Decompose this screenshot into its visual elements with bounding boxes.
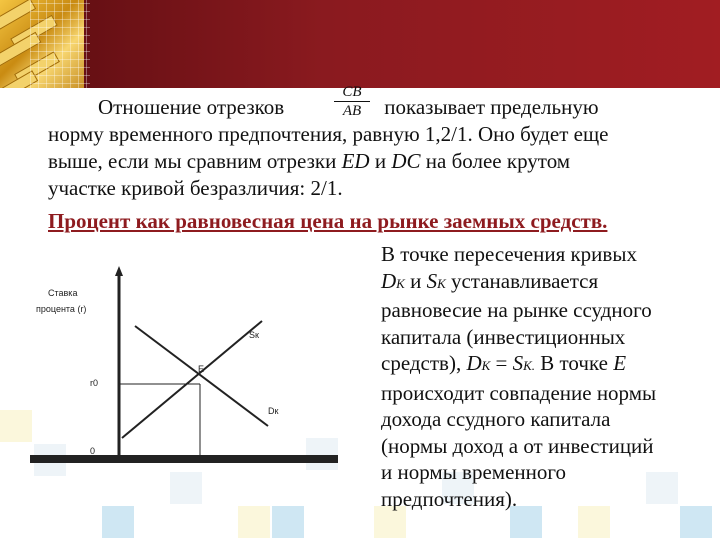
side-line-9: и нормы временного	[381, 460, 566, 484]
side-line-1: В точке пересечения кривых	[381, 242, 637, 266]
paragraph-preference-rate	[48, 94, 713, 202]
side-line-6: происходит совпадение нормы	[381, 380, 657, 405]
y-axis-label-line2: процента (r)	[36, 304, 87, 314]
fraction-numerator: CB	[334, 84, 370, 102]
p1-line1-before: Отношение отрезков	[98, 95, 285, 119]
p1-segment-ed: ED	[341, 149, 370, 173]
p1-line1-after: показывает предельную	[384, 95, 599, 119]
y-axis-arrow	[115, 266, 123, 276]
supply-curve-label: Sк	[249, 330, 259, 340]
origin-label: 0	[90, 446, 96, 456]
side-line-7: дохода ссудного капитала	[381, 407, 611, 431]
header-banner	[0, 0, 720, 88]
p1-line3-b: и	[369, 149, 392, 173]
demand-curve-label: Dк	[268, 406, 279, 416]
side-line-4: капитала (инвестиционных	[381, 324, 626, 349]
side-line-5: средств), DК = SК. В точке E	[381, 351, 627, 375]
p1-segment-dc: DC	[391, 149, 421, 173]
p1-line4: участке кривой безразличия: 2/1.	[48, 176, 343, 200]
supply-curve-line	[122, 321, 262, 438]
section-heading: Процент как равновесная цена на рынке заемных средств.	[48, 209, 608, 233]
equilibrium-paragraph	[381, 241, 716, 512]
fraction-denominator: AB	[342, 103, 362, 119]
rate-r0-label: r0	[90, 378, 99, 388]
p1-line3-a: выше, если мы сравним отрезки	[48, 149, 342, 173]
side-line-8: (нормы доход а от инвестиций	[381, 433, 654, 458]
side-line-3: равновесие на рынке ссудного	[381, 298, 652, 322]
p1-line2: норму временного предпочтения, равную 1,2/1. Оно будет еще	[48, 122, 609, 146]
equilibrium-point-label: E	[198, 364, 205, 374]
loan-market-graph	[30, 266, 340, 471]
x-axis	[30, 455, 338, 463]
side-line-10: предпочтения).	[381, 486, 518, 511]
p1-line3-c: на более крутом	[420, 149, 571, 173]
side-line-2: DК и SК устанавливается	[381, 268, 599, 293]
y-axis-label-line1: Ставка	[48, 288, 78, 298]
